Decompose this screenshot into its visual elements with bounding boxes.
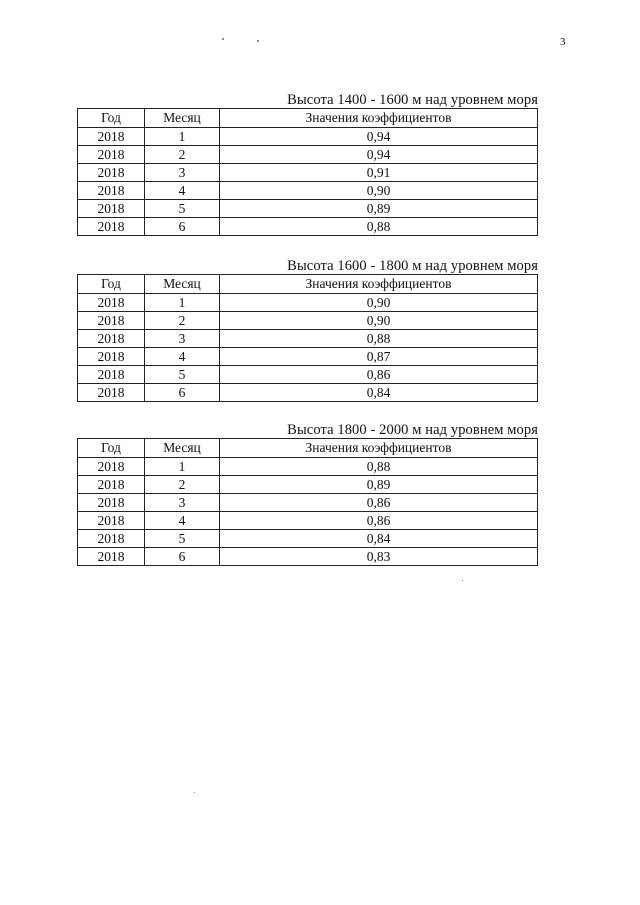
cell-month: 4 xyxy=(145,348,220,366)
table-row xyxy=(78,458,538,476)
cell-year: 2018 xyxy=(78,146,145,164)
cell-year: 2018 xyxy=(78,548,145,566)
cell-year: 2018 xyxy=(78,384,145,402)
cell-year: 2018 xyxy=(78,218,145,236)
table-row xyxy=(78,200,538,218)
table-row xyxy=(78,146,538,164)
cell-month: 3 xyxy=(145,494,220,512)
header-year: Год xyxy=(78,109,145,128)
cell-year: 2018 xyxy=(78,312,145,330)
cell-value: 0,88 xyxy=(220,458,538,476)
coefficient-table xyxy=(77,108,538,236)
cell-value: 0,89 xyxy=(220,476,538,494)
table-row xyxy=(78,494,538,512)
cell-value: 0,86 xyxy=(220,512,538,530)
table-title: Высота 1400 - 1600 м над уровнем моря xyxy=(287,92,538,108)
cell-month: 2 xyxy=(145,476,220,494)
table-block-2 xyxy=(77,258,538,402)
table-row xyxy=(78,218,538,236)
table-row xyxy=(78,548,538,566)
cell-year: 2018 xyxy=(78,200,145,218)
cell-month: 5 xyxy=(145,366,220,384)
cell-value: 0,90 xyxy=(220,294,538,312)
table-row xyxy=(78,476,538,494)
header-month: Месяц xyxy=(145,275,220,294)
cell-year: 2018 xyxy=(78,366,145,384)
scan-speck xyxy=(194,792,195,793)
cell-month: 3 xyxy=(145,330,220,348)
table-row xyxy=(78,312,538,330)
scan-speck xyxy=(257,40,259,42)
page-number: 3 xyxy=(560,36,566,48)
cell-value: 0,90 xyxy=(220,182,538,200)
header-month: Месяц xyxy=(145,109,220,128)
header-row xyxy=(78,109,538,128)
table-block-1 xyxy=(77,92,538,236)
cell-month: 1 xyxy=(145,458,220,476)
coefficient-table xyxy=(77,274,538,402)
table-block-3 xyxy=(77,422,538,566)
header-values: Значения коэффициентов xyxy=(220,439,538,458)
cell-year: 2018 xyxy=(78,348,145,366)
cell-year: 2018 xyxy=(78,476,145,494)
table-title: Высота 1800 - 2000 м над уровнем моря xyxy=(287,422,538,438)
cell-month: 1 xyxy=(145,128,220,146)
header-row xyxy=(78,275,538,294)
header-year: Год xyxy=(78,275,145,294)
cell-value: 0,86 xyxy=(220,366,538,384)
cell-month: 4 xyxy=(145,182,220,200)
scan-speck xyxy=(462,580,463,581)
cell-year: 2018 xyxy=(78,512,145,530)
cell-year: 2018 xyxy=(78,182,145,200)
cell-value: 0,94 xyxy=(220,146,538,164)
cell-year: 2018 xyxy=(78,164,145,182)
cell-year: 2018 xyxy=(78,458,145,476)
cell-value: 0,89 xyxy=(220,200,538,218)
header-month: Месяц xyxy=(145,439,220,458)
cell-month: 2 xyxy=(145,312,220,330)
cell-value: 0,84 xyxy=(220,530,538,548)
cell-month: 6 xyxy=(145,548,220,566)
table-row xyxy=(78,330,538,348)
cell-month: 6 xyxy=(145,384,220,402)
cell-value: 0,83 xyxy=(220,548,538,566)
cell-year: 2018 xyxy=(78,530,145,548)
cell-value: 0,88 xyxy=(220,330,538,348)
table-row xyxy=(78,294,538,312)
cell-year: 2018 xyxy=(78,330,145,348)
header-values: Значения коэффициентов xyxy=(220,109,538,128)
cell-year: 2018 xyxy=(78,294,145,312)
header-year: Год xyxy=(78,439,145,458)
table-row xyxy=(78,164,538,182)
cell-month: 2 xyxy=(145,146,220,164)
table-row xyxy=(78,530,538,548)
table-title: Высота 1600 - 1800 м над уровнем моря xyxy=(287,258,538,274)
table-row xyxy=(78,366,538,384)
table-row xyxy=(78,384,538,402)
scan-speck xyxy=(222,38,224,40)
cell-month: 6 xyxy=(145,218,220,236)
cell-year: 2018 xyxy=(78,494,145,512)
cell-month: 4 xyxy=(145,512,220,530)
cell-month: 3 xyxy=(145,164,220,182)
cell-value: 0,87 xyxy=(220,348,538,366)
cell-month: 1 xyxy=(145,294,220,312)
cell-month: 5 xyxy=(145,200,220,218)
cell-value: 0,94 xyxy=(220,128,538,146)
cell-value: 0,84 xyxy=(220,384,538,402)
cell-year: 2018 xyxy=(78,128,145,146)
cell-month: 5 xyxy=(145,530,220,548)
table-row xyxy=(78,182,538,200)
table-row xyxy=(78,348,538,366)
cell-value: 0,91 xyxy=(220,164,538,182)
cell-value: 0,90 xyxy=(220,312,538,330)
cell-value: 0,86 xyxy=(220,494,538,512)
table-row xyxy=(78,128,538,146)
cell-value: 0,88 xyxy=(220,218,538,236)
coefficient-table xyxy=(77,438,538,566)
header-values: Значения коэффициентов xyxy=(220,275,538,294)
table-row xyxy=(78,512,538,530)
header-row xyxy=(78,439,538,458)
